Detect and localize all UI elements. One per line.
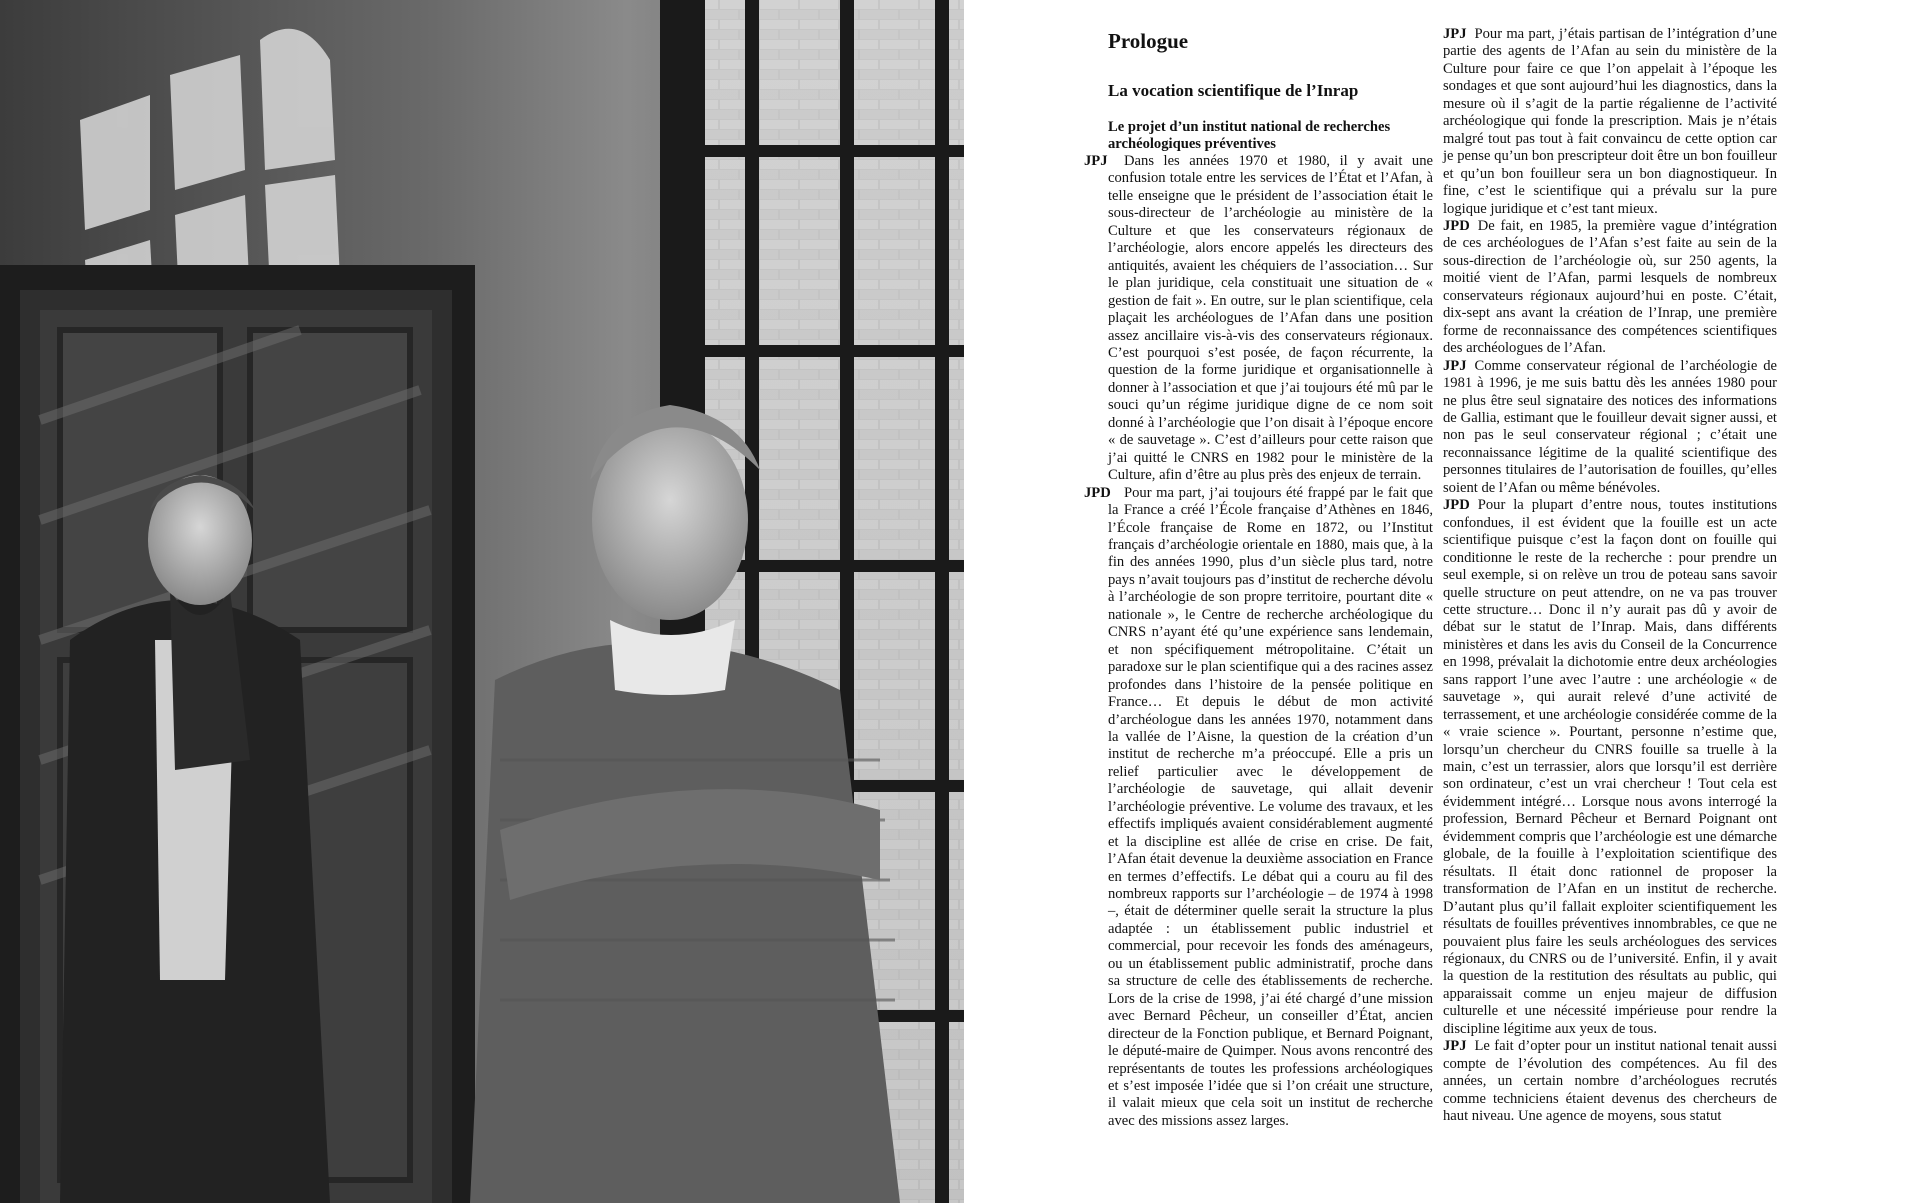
paragraph-text: Pour ma part, j’ai toujours été frappé par le fait que la France a créé l’École française d’Athènes en 1846, l’École française de Rome en 1872, ou l’Institut français d’archéologie orientale en 1880, mais que, à la fin des années 1990, plus d’un siècle plus tard, notre pays n’avait toujours pas d’institut de recherche dévolu à l’archéologie de son propre territoire, pourtant dite « nationale », le Centre de recherche archéologique du CNRS n’ayant été qu’une expérience sans lendemain, et non spécifiquement métropolitaine. C’était un paradoxe sur le plan scientifique qui a des racines assez profondes dans l’histoire de la pensée politique en France… Et depuis le début de mon activité d’archéologue dans les années 1970, notamment dans la vallée de l’Aisne, la question de la création d’un institut de recherche m’a préoccupé. Elle a pris un relief particulier avec le développement de l’archéologie de sauvetage, qui allait devenir l’archéologie préventive. Le volume des travaux, et les effectifs impliqués avaient considérablement augmenté et la discipline est allée de crise en crise. De fait, l’Afan était devenue la deuxième association en France en termes d’effectifs. Le débat qui a couru au fil des nombreux rapports sur l’archéologie – de 1974 à 1998 –, était de déterminer quelle serait la structure la plus adaptée : un établissement public industriel et commercial, pour recevoir les fonds des aménageurs, ou un établissement public administratif, proche dans sa structure de celle des établissements de recherche. Lors de la crise de 1998, j’ai été chargé d’une mission avec Bernard Pêcheur, un conseiller d’État, ancien directeur de la Fonction publique, et Bernard Poignant, le député-maire de Quimper. Nous avons rencontré des représentants de toutes les professions archéologiques et s’est imposée l’idée que si l’on créait une structure, il valait mieux que cela soit un institut de recherche avec des missions assez larges. xyxy=(1108,484,1433,1129)
speaker-label: JPD xyxy=(1084,484,1111,501)
interview-paragraph xyxy=(1443,1038,1777,1125)
speaker-label: JPJ xyxy=(1443,1038,1467,1055)
speaker-label: JPJ xyxy=(1084,153,1108,169)
interview-paragraph xyxy=(1443,218,1777,358)
page-prologue-heading: Prologue xyxy=(1108,29,1189,53)
paragraph-text: Dans les années 1970 et 1980, il y avait une confusion totale entre les services de l’État et l’Afan, à telle enseigne que le président de l’association était le sous-directeur de l’archéologie au ministère de la Culture et que les conservateurs régionaux de l’archéologie, alors encore appelés les directeurs des antiquités, avaient les chéquiers de l’association… Sur le plan juridique, cela constituait une situation de « gestion de fait ». En outre, sur le plan scientifique, cela plaçait les archéologues de l’Afan dans une position assez ancillaire vis-à-vis des conservateurs régionaux. C’est pourquoi s’est posée, de façon récurrente, la question de la forme juridique et organisationnelle à donner à l’association et que j’ai toujours été mû par le souci qu’un régime juridique digne de ce nom soit donné à l’archéologie que l’on disait à l’époque encore « de sauvetage ». C’est d’ailleurs pour cette raison que j’ai quitté le CNRS en 1982 pour le ministère de la Culture, afin d’être au plus près des enjeux de terrain. xyxy=(1108,153,1433,484)
section-title: La vocation scientifique de l’Inrap xyxy=(1108,81,1359,100)
paragraph-text: Comme conservateur régional de l’archéologie de 1981 à 1996, je me suis battu dès les années 1980 pour ne plus être seul signataire des notices des informations de Gallia, estimant que le fouilleur devait signer aussi, et non pas le seul conservateur régional ; c’était une reconnaissance légitime de la qualité scientifique des personnes titulaires de l’autorisation de fouilles, qu’elles soient de l’Afan ou même bénévoles. xyxy=(1443,357,1777,496)
interview-paragraph xyxy=(1084,484,1433,1131)
interview-paragraph xyxy=(1443,497,1777,1038)
right-column xyxy=(1443,26,1777,1126)
speaker-label: JPD xyxy=(1443,497,1470,514)
speaker-label: JPJ xyxy=(1443,357,1467,374)
left-column xyxy=(1084,26,1433,1130)
interview-paragraph xyxy=(1443,358,1777,498)
speaker-label: JPD xyxy=(1443,217,1470,234)
paragraph-text: Le fait d’opter pour un institut national tenait aussi compte de l’évolution des compétences. Au fil des années, un certain nombre d’archéologues recrutés comme techniciens étaient devenus des chercheurs de haut niveau. Une agence de moyens, sous statut xyxy=(1443,1038,1777,1125)
speaker-label: JPJ xyxy=(1443,26,1467,42)
interview-paragraph xyxy=(1084,153,1433,485)
subsection-title: Le projet d’un institut national de recherches archéologiques préventives xyxy=(1108,119,1391,152)
interview-paragraph xyxy=(1443,26,1777,218)
paragraph-text: Pour ma part, j’étais partisan de l’intégration d’une partie des agents de l’Afan au sein du ministère de la Culture pour faire ce que l’on appelait à l’époque les sondages et que sont aujourd’hui les diagnostics, dans la mesure où il s’agit de la partie régalienne de l’activité archéologique qui fonde la prescription. Mais je n’étais malgré tout pas tout à fait convaincu de cette option car je pense qu’un bon prescripteur doit être un bon fouilleur et qu’un bon fouilleur sera un bon diagnostiqueur. In fine, c’est le scientifique qui a prévalu sur la pure logique juridique et c’est tant mieux. xyxy=(1443,26,1777,217)
paragraph-text: Pour la plupart d’entre nous, toutes institutions confondues, il est évident que la fouille est un acte scientifique puisque c’est la façon dont on fouille qui conditionne le reste de la recherche : pour prendre un seul exemple, si on relève un trou de poteau sans savoir quelle structure on peut attendre, on ne va pas trouver cette structure… Donc il n’y aurait pas dû y avoir de débat sur le statut de l’Inrap. Mais, dans différents ministères et dans les avis du Conseil de la Concurrence en 1998, prévalait la dichotomie entre deux archéologies sans rapport l’une avec l’autre : une archéologie « de sauvetage », qui aurait relevé d’une activité de terrassement, et une archéologie considérée comme de la « vraie science ». Pourtant, personne n’estime que, lorsqu’un chercheur du CNRS fouille sa truelle à la main, c’est un terrassier, alors que lorsqu’il est derrière son ordinateur, c’est un vrai chercheur ! Tout cela est évidemment intégré… Lorsque nous avons interrogé la profession, Bernard Pêcheur et Bernard Poignant ont évidemment compris que l’archéologie est une démarche globale, de la fouille à l’exploitation scientifique des résultats. Il était donc rationnel de proposer la transformation de l’Afan en un institut de recherche. D’autant plus qu’il fallait exploiter scientifiquement les résultats de fouilles préventives innombrables, ce que ne pouvaient plus faire les seuls archéologues des services régionaux, du CNRS ou de l’université. Enfin, il y avait la question de la restitution des résultats au public, qui apparaissait comme un enjeu majeur de diffusion culturelle et une nécessité impérieuse pour rendre la discipline légitime aux yeux de tous. xyxy=(1443,497,1777,1037)
paragraph-text: De fait, en 1985, la première vague d’intégration de ces archéologues de l’Afan s’est faite au sein de la sous-direction de l’archéologie où, sur 250 agents, la moitié vient de l’Afan, parmi lesquels de nombreux conservateurs régionaux aujourd’hui en poste. C’était, dix-sept ans avant la création de l’Inrap, une première forme de reconnaissance des compétences scientifiques des archéologues de l’Afan. xyxy=(1443,217,1777,357)
text-page xyxy=(1000,0,1920,1203)
